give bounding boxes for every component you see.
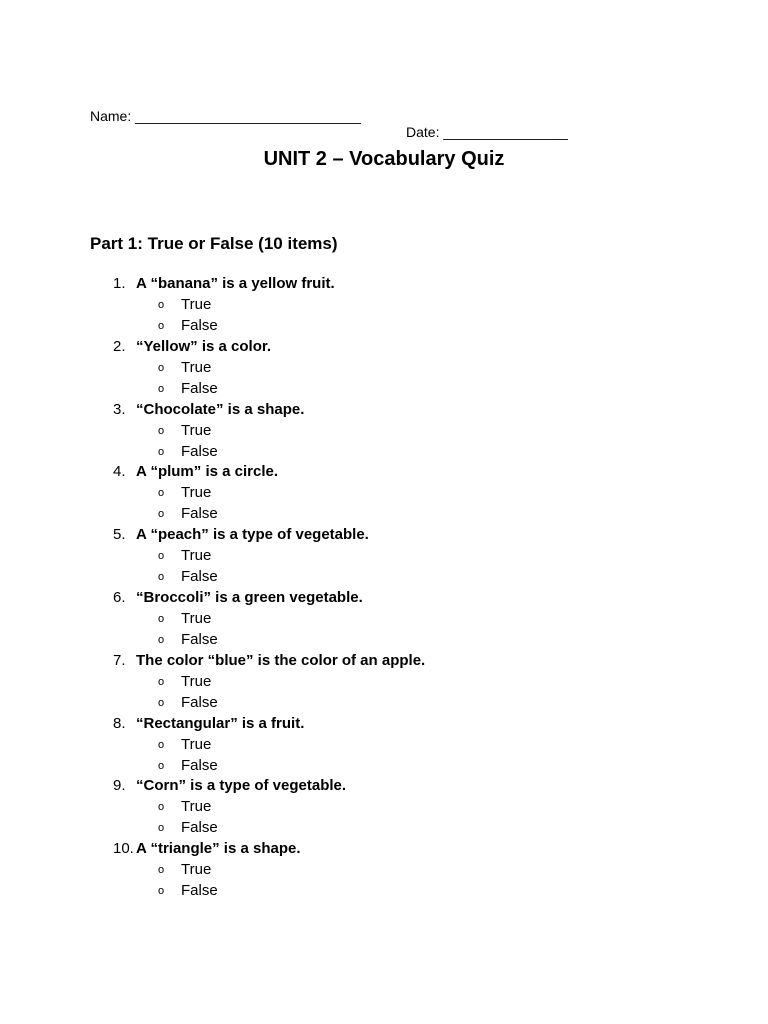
circle-bullet-icon: o: [158, 320, 165, 332]
circle-bullet-icon: o: [158, 675, 165, 688]
question-text: “Rectangular” is a fruit.: [136, 714, 305, 732]
question-text: The color “blue” is the color of an apple.: [136, 651, 426, 669]
question-text: A “banana” is a yellow fruit.: [136, 275, 335, 292]
option-label: True: [181, 484, 212, 502]
circle-bullet-icon: o: [158, 633, 165, 646]
circle-bullet-icon: o: [158, 508, 165, 521]
question-item: [0, 336, 768, 399]
option-label: True: [181, 798, 212, 816]
question-number: 6.: [113, 588, 126, 606]
question-text: “Corn” is a type of vegetable.: [136, 777, 347, 795]
question-number: 1.: [113, 275, 126, 292]
option-label: False: [181, 756, 218, 774]
question-text: A “triangle” is a shape.: [136, 840, 301, 858]
question-number: 5.: [113, 526, 126, 544]
option-label: True: [181, 358, 212, 376]
name-field[interactable]: Name: _____________________________: [90, 108, 361, 124]
option-label: False: [181, 379, 218, 397]
option-label: True: [181, 547, 212, 565]
option-label: False: [181, 317, 218, 334]
question-text: “Yellow” is a color.: [136, 337, 272, 355]
circle-bullet-icon: o: [158, 424, 165, 437]
option-label: False: [181, 882, 218, 900]
circle-bullet-icon: o: [158, 696, 165, 709]
question-text: A “peach” is a type of vegetable.: [136, 526, 369, 544]
question-number: 7.: [113, 651, 126, 669]
option-label: True: [181, 421, 212, 439]
circle-bullet-icon: o: [158, 445, 165, 458]
circle-bullet-icon: o: [158, 487, 165, 500]
question-item: [0, 713, 768, 776]
question-item: [0, 524, 768, 587]
option-label: False: [181, 819, 218, 837]
option-label: False: [181, 630, 218, 648]
option-label: False: [181, 442, 218, 460]
option-label: True: [181, 609, 212, 627]
option-label: True: [181, 672, 212, 690]
circle-bullet-icon: o: [158, 550, 165, 563]
question-list: [0, 273, 768, 901]
circle-bullet-icon: o: [158, 885, 165, 898]
question-item: [0, 650, 768, 713]
option-label: False: [181, 568, 218, 586]
question-number: 9.: [113, 777, 126, 795]
question-item: [0, 273, 768, 336]
part1-heading: Part 1: True or False (10 items): [90, 234, 338, 253]
circle-bullet-icon: o: [158, 299, 165, 311]
question-number: 2.: [113, 337, 126, 355]
question-item: [0, 587, 768, 650]
question-number: 4.: [113, 463, 126, 481]
circle-bullet-icon: o: [158, 822, 165, 835]
option-label: True: [181, 861, 212, 879]
question-item: [0, 399, 768, 462]
question-number: 10.: [113, 840, 134, 858]
question-item: [0, 461, 768, 524]
question-text: “Broccoli” is a green vegetable.: [136, 588, 363, 606]
circle-bullet-icon: o: [158, 759, 165, 772]
circle-bullet-icon: o: [158, 361, 165, 374]
option-label: True: [181, 735, 212, 753]
question-number: 3.: [113, 400, 126, 418]
date-field[interactable]: Date: ________________: [406, 124, 568, 140]
question-item: [0, 775, 768, 838]
circle-bullet-icon: o: [158, 571, 165, 584]
header-fields: [90, 92, 568, 140]
circle-bullet-icon: o: [158, 738, 165, 751]
question-number: 8.: [113, 714, 126, 732]
circle-bullet-icon: o: [158, 382, 165, 395]
quiz-title: UNIT 2 – Vocabulary Quiz: [263, 148, 505, 170]
option-label: False: [181, 505, 218, 523]
circle-bullet-icon: o: [158, 801, 165, 814]
circle-bullet-icon: o: [158, 612, 165, 625]
option-label: False: [181, 693, 218, 711]
question-text: A “plum” is a circle.: [136, 463, 278, 481]
circle-bullet-icon: o: [158, 864, 165, 877]
question-text: “Chocolate” is a shape.: [136, 400, 305, 418]
question-item: [0, 838, 768, 901]
option-label: True: [181, 296, 212, 313]
